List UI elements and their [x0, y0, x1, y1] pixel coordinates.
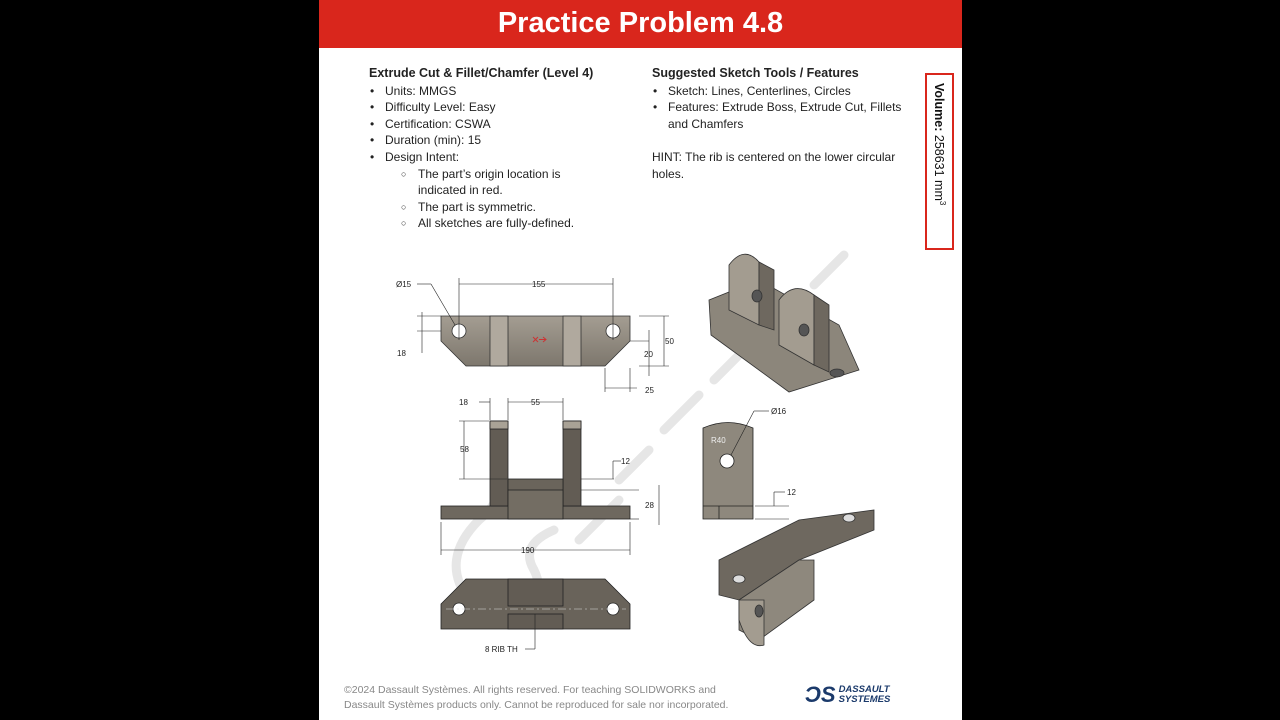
dim-18-front: 18 [459, 398, 468, 407]
isometric-view-top [709, 254, 859, 392]
side-view [703, 407, 796, 519]
dim-12-side: 12 [787, 488, 796, 497]
info-item: • Duration (min): 15 [369, 132, 629, 149]
dim-55: 55 [531, 398, 540, 407]
intent-item: ○ All sketches are fully-defined. [401, 215, 599, 232]
top-view [396, 278, 674, 395]
dim-r40: R40 [711, 436, 726, 445]
copyright-line: ©2024 Dassault Systèmes. All rights reserved. For teaching SOLIDWORKS and [344, 684, 716, 696]
dim-25: 25 [645, 386, 654, 395]
intent-item: ○ The part’s origin location is indicated in red. [401, 166, 599, 199]
engineering-drawing [319, 0, 962, 720]
copyright [344, 683, 728, 713]
info-item: • Certification: CSWA [369, 116, 629, 133]
dim-hole-dia: Ø15 [396, 280, 412, 289]
tools-item: • Features: Extrude Boss, Extrude Cut, Fillets and Chamfers [652, 99, 907, 132]
dim-18: 18 [397, 349, 406, 358]
info-item: • Units: MMGS [369, 83, 629, 100]
info-heading: Extrude Cut & Fillet/Chamfer (Level 4) [369, 66, 594, 80]
tools-heading: Suggested Sketch Tools / Features [652, 66, 859, 80]
dim-dia-16: Ø16 [771, 407, 787, 416]
logo-text: DASSAULT [838, 684, 890, 695]
bottom-view [441, 579, 630, 654]
dim-50: 50 [665, 337, 674, 346]
logo-text: SYSTEMES [838, 694, 891, 705]
ds-logo-icon: ƆS [805, 682, 836, 707]
dim-20: 20 [644, 350, 653, 359]
intent-item: ○ The part is symmetric. [401, 199, 599, 216]
tools-item: • Sketch: Lines, Centerlines, Circles [652, 83, 907, 100]
dassault-logo [805, 682, 890, 708]
volume-label: Volume: [931, 83, 946, 132]
dim-28: 28 [645, 501, 654, 510]
dim-12: 12 [621, 457, 630, 466]
volume-value: 258631 mm [931, 134, 946, 201]
copyright-line: Dassault Systèmes products only. Cannot be reproduced for sale nor incorporated. [344, 699, 729, 711]
slide [319, 0, 962, 720]
dim-190: 190 [521, 546, 535, 555]
isometric-view-bottom [719, 510, 874, 646]
dim-58: 58 [460, 445, 469, 454]
info-item: • Design Intent: [369, 149, 629, 166]
volume-exponent: 3 [938, 200, 947, 206]
page-title: Practice Problem 4.8 [319, 0, 962, 48]
dim-rib: 8 RIB TH [485, 645, 518, 654]
dim-155: 155 [532, 280, 546, 289]
info-item: • Difficulty Level: Easy [369, 99, 629, 116]
hint-text: HINT: The rib is centered on the lower circular holes. [652, 150, 896, 181]
